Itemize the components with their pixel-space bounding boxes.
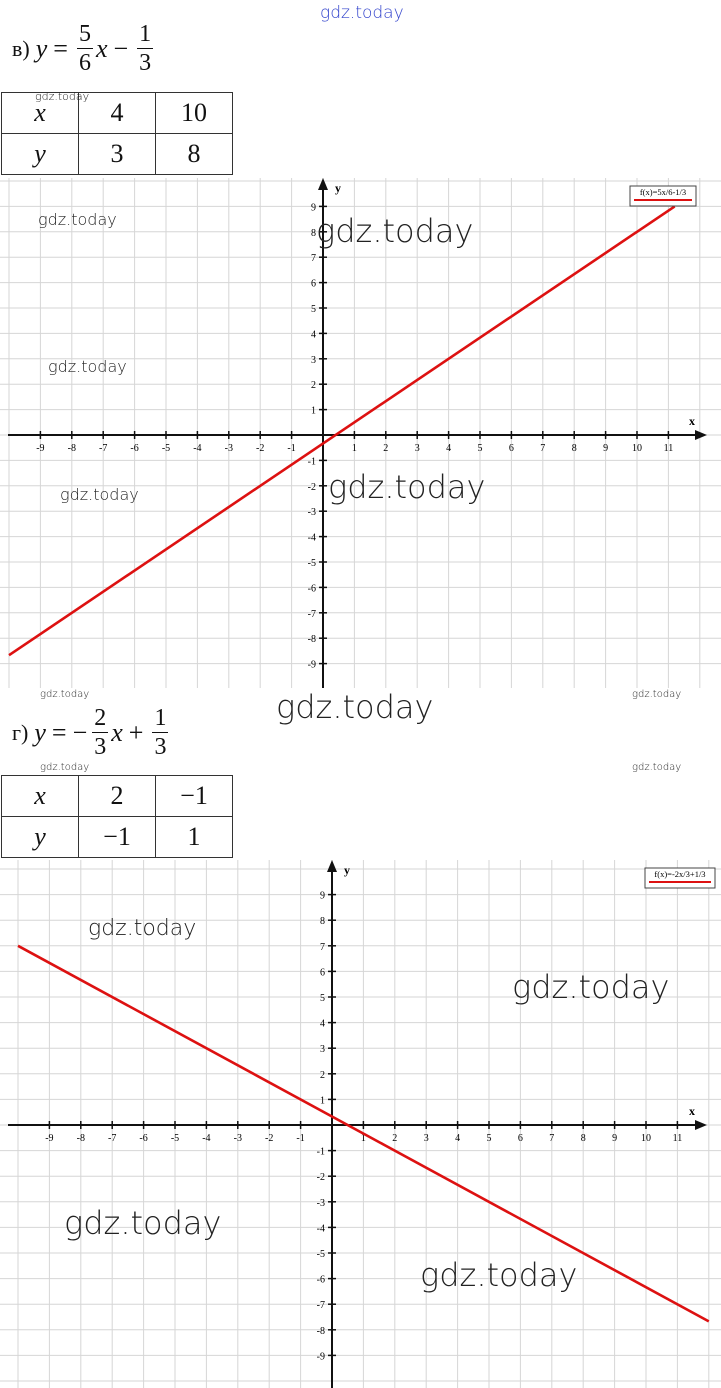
fraction-numerator: 2 (94, 705, 107, 731)
x-tick-label: 3 (414, 443, 420, 454)
y-tick-label: 1 (311, 405, 316, 417)
x-tick-label: 9 (612, 1133, 618, 1144)
x-tick-label: -8 (67, 443, 76, 454)
fraction-denominator: 3 (139, 50, 152, 76)
watermark: gdz.today (40, 689, 90, 700)
y-tick-label: 6 (320, 967, 325, 979)
y-axis-label: y (335, 181, 341, 195)
y-tick-label: -2 (316, 1172, 325, 1184)
table-row (2, 817, 233, 858)
y-tick-label: -6 (316, 1274, 325, 1286)
x-tick-label: 6 (517, 1133, 523, 1144)
x-tick-label: 11 (663, 443, 674, 454)
x-tick-label: 3 (423, 1133, 429, 1144)
watermark: gdz.today (60, 485, 139, 504)
y-tick-label: -5 (307, 558, 316, 569)
equation-lhs: y (34, 717, 46, 747)
y-tick-label: 3 (320, 1044, 325, 1056)
fraction-denominator: 3 (94, 734, 107, 760)
y-tick-label: -1 (316, 1146, 325, 1158)
y-tick-label: -2 (307, 481, 316, 493)
x-tick-label: -9 (36, 443, 45, 454)
y-axis-arrow (327, 860, 337, 872)
x-tick-label: -6 (130, 443, 139, 454)
watermark: gdz.today (40, 762, 90, 773)
x-tick-label: -7 (99, 443, 108, 454)
problem-label: в) (12, 35, 30, 61)
y-tick-label: 5 (320, 993, 325, 1004)
problem-label: г) (12, 719, 29, 745)
y-tick-label: -8 (316, 1325, 325, 1337)
x-tick-label: 4 (446, 443, 452, 454)
x-tick-label: 1 (351, 443, 357, 454)
equation-equals: = (53, 33, 68, 63)
x-tick-label: -2 (265, 1133, 274, 1144)
y-tick-label: -1 (307, 456, 316, 468)
equation-g (12, 706, 171, 759)
x-tick-label: -9 (45, 1133, 54, 1144)
x-tick-label: 11 (672, 1133, 683, 1144)
y-tick-label: -6 (307, 583, 316, 595)
y-tick-label: -9 (316, 1351, 325, 1363)
y-tick-label: 9 (320, 890, 325, 902)
intercept-fraction (152, 706, 168, 759)
y-tick-label: 3 (311, 354, 316, 366)
table-cell: 10 (156, 93, 233, 134)
x-tick-label: 10 (632, 443, 642, 454)
x-tick-label: 7 (540, 443, 546, 454)
watermark: gdz.today (512, 968, 670, 1006)
watermark: gdz.today (632, 762, 682, 773)
table-row (2, 134, 233, 175)
y-tick-label: -9 (307, 659, 316, 671)
y-axis-arrow (318, 178, 328, 190)
y-tick-label: 5 (311, 304, 316, 315)
watermark: gdz.today (64, 1204, 222, 1242)
x-tick-label: 4 (455, 1133, 461, 1144)
watermark: gdz.today (276, 688, 434, 726)
y-tick-label: 7 (311, 253, 316, 265)
x-tick-label: 5 (486, 1133, 492, 1144)
x-tick-label: 6 (508, 443, 514, 454)
equation-v (12, 22, 156, 75)
x-tick-label: 8 (580, 1133, 586, 1144)
y-tick-label: 6 (311, 278, 316, 290)
x-tick-label: -4 (202, 1133, 211, 1144)
legend-label: f(x)=-2x/3+1/3 (654, 869, 706, 879)
x-tick-label: -1 (287, 443, 296, 454)
watermark: gdz.today (420, 1256, 578, 1294)
table-cell-y-label: y (2, 817, 79, 858)
table-cell: −1 (79, 817, 156, 858)
x-tick-label: 2 (383, 443, 389, 454)
x-tick-label: 10 (641, 1133, 651, 1144)
watermark: gdz.today (316, 212, 474, 250)
x-axis-arrow (695, 430, 707, 440)
grid (0, 178, 721, 688)
x-tick-label: -4 (193, 443, 202, 454)
legend-box (630, 186, 696, 206)
y-tick-label: -8 (307, 634, 316, 646)
watermark: gdz.today (38, 210, 117, 229)
y-tick-label: -7 (307, 608, 316, 620)
coefficient-fraction (77, 22, 93, 75)
table-cell-x-label: x (2, 776, 79, 817)
table-cell: 3 (79, 134, 156, 175)
intercept-fraction (137, 22, 153, 75)
x-tick-label: 8 (571, 443, 577, 454)
x-tick-label: 5 (477, 443, 483, 454)
table-cell-y-label: y (2, 134, 79, 175)
y-tick-label: -5 (316, 1249, 325, 1260)
x-axis-arrow (695, 1120, 707, 1130)
x-tick-label: -6 (139, 1133, 148, 1144)
table-row (2, 776, 233, 817)
fraction-denominator: 6 (78, 50, 91, 76)
x-axis-label: x (689, 414, 695, 428)
x-tick-label: -2 (256, 443, 265, 454)
x-tick-label: 9 (603, 443, 609, 454)
y-tick-label: 4 (311, 329, 316, 341)
y-tick-label: -7 (316, 1300, 325, 1312)
watermark-top: gdz.today (320, 3, 404, 23)
graph-chart-v (0, 178, 721, 688)
equation-equals: = (51, 717, 67, 747)
x-tick-label: -3 (233, 1133, 242, 1144)
table-cell: 1 (156, 817, 233, 858)
equation-operator: + (128, 717, 144, 747)
y-tick-label: 1 (320, 1095, 325, 1107)
x-tick-label: -8 (76, 1133, 85, 1144)
values-table-g (1, 775, 233, 858)
fraction-numerator: 1 (154, 705, 167, 731)
equation-variable: x (95, 33, 108, 63)
watermark: gdz.today (328, 468, 486, 506)
watermark: gdz.today (35, 90, 90, 103)
y-tick-label: 2 (320, 1069, 325, 1081)
table-cell: 8 (156, 134, 233, 175)
coefficient-fraction (92, 706, 108, 759)
table-cell: −1 (156, 776, 233, 817)
x-axis-label: x (689, 1104, 695, 1118)
equation-lhs: y (35, 33, 48, 63)
watermark: gdz.today (48, 357, 127, 376)
equation-variable: x (111, 717, 123, 747)
legend-label: f(x)=5x/6-1/3 (639, 187, 687, 197)
fraction-numerator: 1 (139, 21, 152, 47)
y-tick-label: -4 (316, 1223, 325, 1235)
x-tick-label: -1 (296, 1133, 305, 1144)
y-tick-label: 8 (311, 227, 316, 239)
y-tick-label: 2 (311, 380, 316, 392)
table-cell: 2 (79, 776, 156, 817)
x-tick-label: -5 (170, 1133, 180, 1144)
x-tick-label: 2 (392, 1133, 398, 1144)
watermark: gdz.today (88, 916, 197, 941)
x-tick-label: -5 (161, 443, 171, 454)
fraction-numerator: 5 (78, 21, 91, 47)
table-cell-x-label: x (2, 93, 79, 134)
y-tick-label: -3 (316, 1197, 325, 1209)
y-tick-label: 9 (311, 202, 316, 214)
fraction-denominator: 3 (154, 734, 167, 760)
y-tick-label: 8 (320, 916, 325, 928)
y-tick-label: 4 (320, 1018, 325, 1030)
x-tick-label: 7 (549, 1133, 555, 1144)
legend-box (645, 868, 715, 888)
y-axis-label: y (344, 863, 350, 877)
y-tick-label: 7 (320, 941, 325, 953)
equation-operator: − (113, 33, 129, 63)
values-table-v (1, 92, 233, 175)
y-tick-label: -4 (307, 532, 316, 544)
equation-sign: − (72, 717, 88, 747)
watermark: gdz.today (632, 689, 682, 700)
y-tick-label: -3 (307, 507, 316, 519)
x-tick-label: -7 (108, 1133, 117, 1144)
x-tick-label: -3 (224, 443, 233, 454)
table-cell: 4 (79, 93, 156, 134)
x-tick-label: 1 (360, 1133, 366, 1144)
